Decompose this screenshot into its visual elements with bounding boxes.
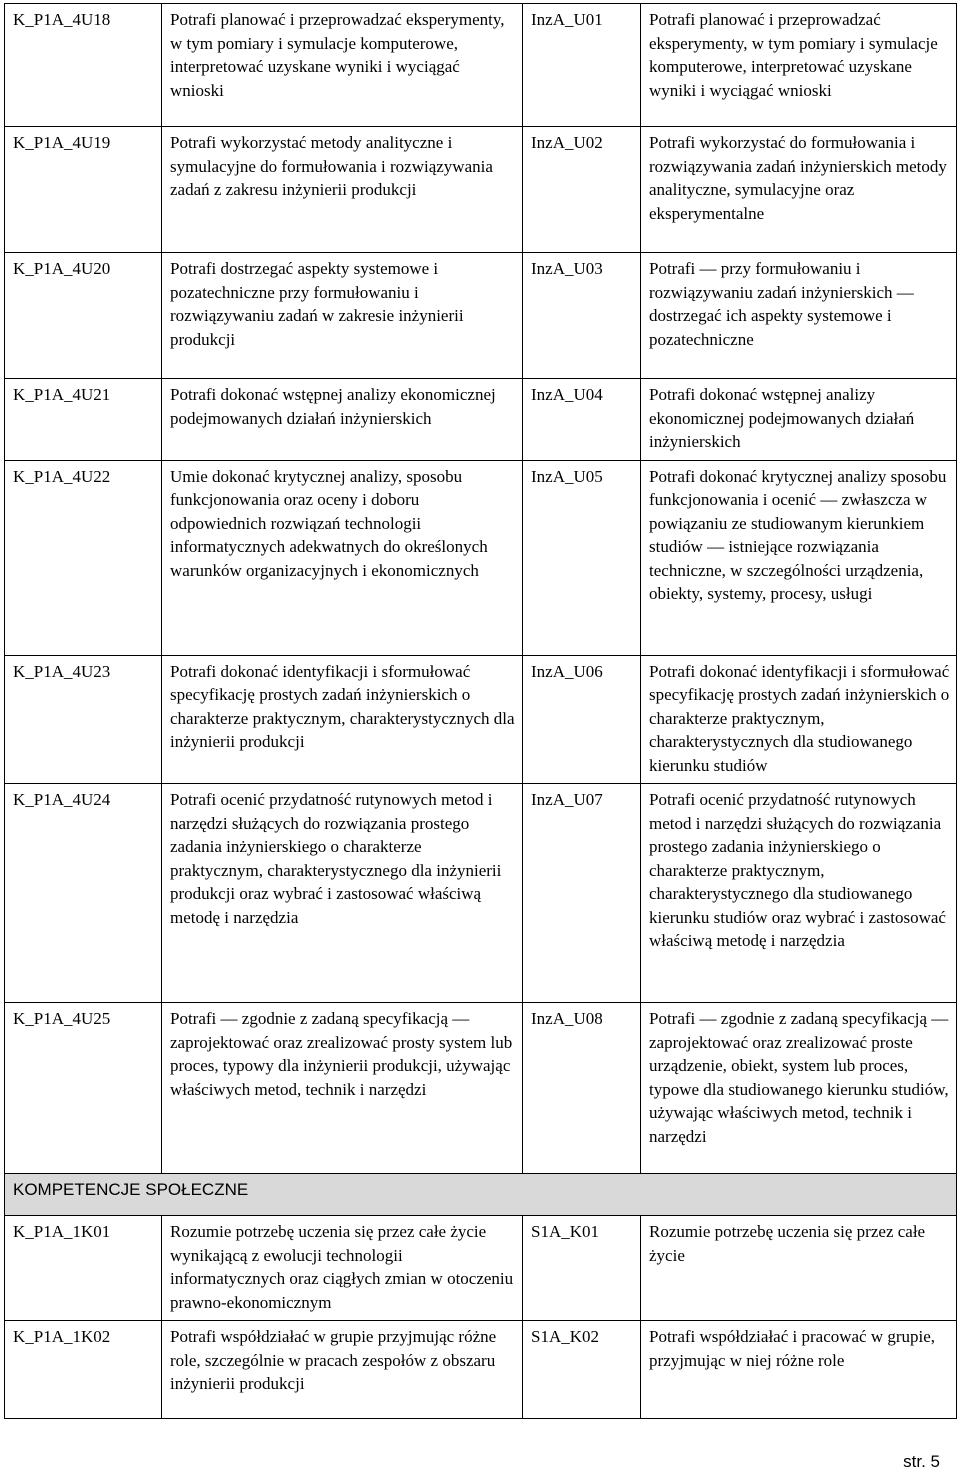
page-number: str. 5 (903, 1452, 940, 1471)
outcome-code: K_P1A_4U25 (5, 1003, 162, 1174)
reference-description: Potrafi planować i przeprowadzać eksperymenty, w tym pomiary i symulacje komputerowe, interpretować uzyskane wyniki i wyciągać wnioski (641, 4, 957, 127)
outcome-description: Potrafi — zgodnie z zadaną specyfikacją — zaprojektować oraz zrealizować prosty system lub proces, typowy dla inżynierii produkcji, używając właściwych metod, technik i narzędzi (162, 1003, 523, 1174)
outcome-code: K_P1A_1K01 (5, 1216, 162, 1321)
outcome-description: Potrafi dokonać wstępnej analizy ekonomicznej podejmowanych działań inżynierskich (162, 379, 523, 461)
reference-code: InzA_U01 (523, 4, 641, 127)
outcome-code: K_P1A_4U22 (5, 460, 162, 655)
outcome-code: K_P1A_1K02 (5, 1321, 162, 1419)
reference-code: InzA_U02 (523, 127, 641, 253)
outcome-code: K_P1A_4U18 (5, 4, 162, 127)
outcome-description: Potrafi ocenić przydatność rutynowych metod i narzędzi służących do rozwiązania prostego zadania inżynierskiego o charakterze praktycznym, charakterystycznego dla inżynierii produkcji oraz wybrać i zastosować właściwą metodę i narzędzia (162, 784, 523, 1003)
table-row (5, 655, 957, 784)
outcome-description: Potrafi współdziałać w grupie przyjmując różne role, szczególnie w pracach zespołów z obszaru inżynierii produkcji (162, 1321, 523, 1419)
table-row (5, 1216, 957, 1321)
reference-description: Potrafi dokonać krytycznej analizy sposobu funkcjonowania i ocenić — zwłaszcza w powiązaniu ze studiowanym kierunkiem studiów — istniejące rozwiązania techniczne, w szczególności urządzenia, obiekty, systemy, procesy, usługi (641, 460, 957, 655)
outcome-code: K_P1A_4U20 (5, 253, 162, 379)
reference-code: S1A_K01 (523, 1216, 641, 1321)
reference-code: InzA_U05 (523, 460, 641, 655)
table-row (5, 379, 957, 461)
table-row (5, 460, 957, 655)
reference-code: InzA_U04 (523, 379, 641, 461)
reference-code: InzA_U06 (523, 655, 641, 784)
reference-description: Potrafi — przy formułowaniu i rozwiązywaniu zadań inżynierskich — dostrzegać ich aspekty systemowe i pozatechniczne (641, 253, 957, 379)
reference-code: InzA_U03 (523, 253, 641, 379)
table-row (5, 127, 957, 253)
reference-code: S1A_K02 (523, 1321, 641, 1419)
table-row (5, 1321, 957, 1419)
table-row (5, 253, 957, 379)
reference-description: Potrafi dokonać wstępnej analizy ekonomicznej podejmowanych działań inżynierskich (641, 379, 957, 461)
reference-description: Potrafi — zgodnie z zadaną specyfikacją — zaprojektować oraz zrealizować proste urządzenie, obiekt, system lub proces, typowe dla studiowanego kierunku studiów, używając właściwych metod, technik i narzędzi (641, 1003, 957, 1174)
outcome-description: Potrafi dokonać identyfikacji i sformułować specyfikację prostych zadań inżynierskich o charakterze praktycznym, charakterystycznych dla inżynierii produkcji (162, 655, 523, 784)
outcome-code: K_P1A_4U24 (5, 784, 162, 1003)
table-row (5, 784, 957, 1003)
reference-description: Potrafi wykorzystać do formułowania i rozwiązywania zadań inżynierskich metody analityczne, symulacyjne oraz eksperymentalne (641, 127, 957, 253)
outcome-code: K_P1A_4U19 (5, 127, 162, 253)
outcome-description: Rozumie potrzebę uczenia się przez całe życie wynikającą z ewolucji technologii informatycznych oraz ciągłych zmian w otoczeniu prawno-ekonomicznym (162, 1216, 523, 1321)
outcome-code: K_P1A_4U21 (5, 379, 162, 461)
section-header-row (5, 1174, 957, 1216)
table-row (5, 4, 957, 127)
outcome-code: K_P1A_4U23 (5, 655, 162, 784)
outcome-description: Potrafi planować i przeprowadzać eksperymenty, w tym pomiary i symulacje komputerowe, interpretować uzyskane wyniki i wyciągać wnioski (162, 4, 523, 127)
reference-code: InzA_U07 (523, 784, 641, 1003)
reference-description: Potrafi ocenić przydatność rutynowych metod i narzędzi służących do rozwiązania prostego zadania inżynierskiego o charakterze praktycznym, charakterystycznego dla studiowanego kierunku studiów oraz wybrać i zastosować właściwą metodę i narzędzia (641, 784, 957, 1003)
section-title: KOMPETENCJE SPOŁECZNE (5, 1174, 957, 1216)
reference-description: Potrafi dokonać identyfikacji i sformułować specyfikację prostych zadań inżynierskich o charakterze praktycznym, charakterystycznych dla studiowanego kierunku studiów (641, 655, 957, 784)
reference-description: Potrafi współdziałać i pracować w grupie, przyjmując w niej różne role (641, 1321, 957, 1419)
learning-outcomes-table (4, 3, 957, 1419)
outcome-description: Potrafi dostrzegać aspekty systemowe i pozatechniczne przy formułowaniu i rozwiązywaniu zadań w zakresie inżynierii produkcji (162, 253, 523, 379)
outcome-description: Potrafi wykorzystać metody analityczne i symulacyjne do formułowania i rozwiązywania zadań z zakresu inżynierii produkcji (162, 127, 523, 253)
reference-code: InzA_U08 (523, 1003, 641, 1174)
table-row (5, 1003, 957, 1174)
outcome-description: Umie dokonać krytycznej analizy, sposobu funkcjonowania oraz oceny i doboru odpowiednich rozwiązań technologii informatycznych adekwatnych do określonych warunków organizacyjnych i ekonomicznych (162, 460, 523, 655)
reference-description: Rozumie potrzebę uczenia się przez całe życie (641, 1216, 957, 1321)
